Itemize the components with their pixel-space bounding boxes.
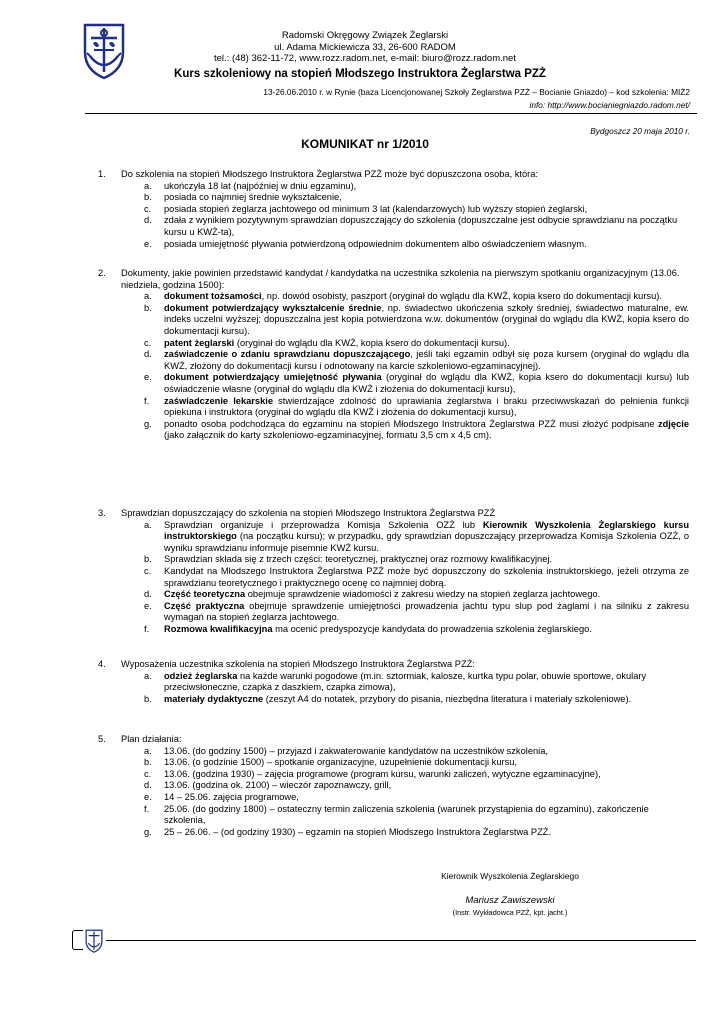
list-item: a. ukończyła 18 lat (najpóźniej w dniu egzaminu), — [144, 180, 357, 191]
list-item: c. patent żeglarski (oryginał do wglądu dla KWŻ, kopia ksero do dokumentacji kursu). — [144, 337, 510, 348]
list-item: d. Część teoretyczna obejmuje sprawdzenie wiadomości z zakresu wiedzy na stopień żeglarza jachtowego. — [144, 589, 601, 600]
list-item: b. 13.06. (o godzinie 1500) – spotkanie organizacyjne, uzupełnienie dokumentacji kursu, — [144, 757, 517, 768]
letterhead — [130, 30, 600, 65]
list-item: d. zdała z wynikiem pozytywnym sprawdzian dopuszczający do szkolenia (dopuszczalne jest odbycie sprawdzianu na początku kursu u KWŻ-ta), — [144, 215, 678, 237]
section-number: 5. — [98, 734, 106, 744]
section-number: 4. — [98, 659, 106, 669]
footer-divider — [106, 940, 696, 941]
header-divider — [85, 113, 697, 114]
list-item: d. zaświadczenie o zdaniu sprawdzianu dopuszczającego, jeśli taki egzamin odbył się poza kursem (oryginał do wglądu dla KWŻ, złożony do dokumentacji kursu i odnotowany na karcie szkoleniowo-egzaminacyjnej). — [144, 349, 689, 371]
list-item: c. posiada stopień żeglarza jachtowego od minimum 3 lat (kalendarzowych) lub wyższy stopień żeglarski, — [144, 203, 588, 214]
section-4 — [0, 659, 724, 705]
signature-subtitle: (Instr. Wykładowca PZŻ, kpt. jacht.) — [452, 908, 568, 917]
section-number: 1. — [98, 169, 106, 179]
document-title: KOMUNIKAT nr 1/2010 — [301, 137, 429, 151]
list-item: f. 25.06. (do godziny 1800) – ostateczny termin zaliczenia szkolenia (warunek przystąpienia do egzaminu), zakończenie szkolenia, — [144, 803, 649, 826]
org-address: ul. Adama Mickiewicza 33, 26-600 RADOM — [274, 41, 456, 53]
section-1 — [0, 169, 724, 250]
list-item: a. odzież żeglarska na każde warunki pogodowe (m.in. sztormiak, kalosze, kurtka typu polar, obuwie sportowe, okulary przeciwsłoneczne, czapka z daszkiem, czapka zimowa), — [144, 670, 647, 693]
section-number: 2. — [98, 268, 106, 278]
list-item: d. 13.06. (godzina ok. 2100) – wieczór zapoznawczy, grill, — [144, 780, 392, 791]
list-item: g. ponadto osoba podchodząca do egzaminu na stopień Młodszego Instruktora Żeglarstwa PZŻ musi złożyć podpisane zdjęcie (jako załącznik do karty szkoleniowo-egzaminacyjnej, formatu 3,5 cm x 4,5 cm). — [144, 418, 689, 441]
section-intro: Wyposażenia uczestnika szkolenia na stopień Młodszego Instruktora Żeglarstwa PZŻ: — [121, 659, 475, 669]
list-item: a. Sprawdzian organizuje i przeprowadza Komisja Szkolenia OZŻ lub Kierownik Wyszkolenia Żeglarskiego kursu instruktorskiego (na początku kursu); w przypadku, gdy sprawdzian dopuszczający przeprowadza Komisja Szkolenia OZŻ, o wyniku sprawdzianu informuje pisemnie KWŻ kursu. — [144, 519, 689, 553]
org-name: Radomski Okręgowy Związek Żeglarski — [281, 30, 449, 41]
org-contact: tel.: (48) 362-11-72, www.rozz.radom.net, e-mail: biuro@rozz.radom.net — [214, 53, 516, 64]
pzz-logo-small-icon — [84, 929, 104, 953]
list-item: b. materiały dydaktyczne (zeszyt A4 do notatek, przybory do pisania, niezbędna literatura i materiały szkoleniowe). — [144, 693, 632, 704]
course-dates: 13-26.06.2010 r. w Rynie (baza Licencjonowanej Szkoły Żeglarstwa PZŻ – Bocianie Gniazdo) – kod szkolenia: MIŻ2 — [263, 87, 690, 97]
section-5 — [0, 734, 724, 838]
footer-bracket — [72, 930, 83, 950]
section-3 — [0, 508, 724, 636]
list-item: a. dokument tożsamości, np. dowód osobisty, paszport (oryginał do wglądu dla KWŻ, kopia ksero do dokumentacji kursu). — [144, 291, 662, 302]
course-title: Kurs szkoleniowy na stopień Młodszego Instruktora Żeglarstwa PZŻ — [174, 68, 546, 80]
section-intro: Plan działania: — [121, 734, 182, 744]
list-item: b. Sprawdzian składa się z trzech części: teoretycznej, praktycznej oraz rozmowy kwalifikacyjnej. — [144, 554, 553, 565]
document-date: Bydgoszcz 20 maja 2010 r. — [590, 126, 690, 136]
list-item: b. dokument potwierdzający wykształcenie średnie, np. świadectwo ukończenia szkoły średniej, świadectwo maturalne, ew. indeks uczelni wyższej; dopuszczalna jest kopia potwierdzona w.w. dokumentów (oryginał do wglądu dla KWŻ, kopia ksero do dokumentacji kursu). — [144, 302, 689, 336]
course-info-link[interactable]: info: http://www.bocianiegniazdo.radom.net/ — [529, 100, 690, 110]
list-item: e. Część praktyczna obejmuje sprawdzenie umiejętności prowadzenia jachtu typu slup pod żaglami i na silniku z zakresu wymagań na stopień żeglarza jachtowego. — [144, 600, 690, 623]
signature-name: Mariusz Zawiszewski — [465, 895, 555, 906]
list-item: e. dokument potwierdzający umiejętność pływania (oryginał do wglądu dla KWŻ, kopia ksero do dokumentacji kursu) lub oświadczenie własne (oryginał do wglądu dla KWŻ i złożenia do dokumentacji kursu), — [144, 372, 689, 394]
list-item: a. 13.06. (do godziny 1500) – przyjazd i zakwaterowanie kandydatów na uczestników szkolenia, — [144, 745, 548, 756]
list-item: f. zaświadczenie lekarskie stwierdzające zdolność do uprawiania żeglarstwa i braku przeciwwskazań do pełnienia funkcji opiekuna i instruktora (oryginał do wglądu dla KWŻ i złożenia do dokumentacji kursu), — [144, 395, 690, 418]
list-item: e. posiada umiejętność pływania potwierdzoną odpowiednim dokumentem albo oświadczeniem własnym. — [144, 238, 587, 249]
section-intro: Do szkolenia na stopień Młodszego Instruktora Żeglarstwa PZŻ może być dopuszczona osoba, która: — [121, 169, 539, 179]
list-item: g. 25 – 26.06. – (od godziny 1930) – egzamin na stopień Młodszego Instruktora Żeglarstwa PZŻ. — [144, 826, 552, 837]
section-2 — [0, 268, 724, 442]
list-item: f. Rozmowa kwalifikacyjna ma ocenić predyspozycje kandydata do prowadzenia szkolenia żeglarskiego. — [144, 623, 592, 634]
section-number: 3. — [98, 508, 106, 518]
section-intro: Sprawdzian dopuszczający do szkolenia na stopień Młodszego Instruktora Żeglarstwa PZŻ — [121, 508, 496, 518]
section-intro: Dokumenty, jakie powinien przedstawić kandydat / kandydatka na uczestnika szkolenia na pierwszym spotkaniu organizacyjnym (13.06. niedziela, godzina 1500): — [121, 268, 680, 290]
list-item: c. Kandydat na Młodszego Instruktora Żeglarstwa PZŻ może być dopuszczony do szkolenia instruktorskiego, jeżeli otrzyma ze sprawdzianu teoretycznego i praktycznego ocenę co najmniej dobrą. — [144, 565, 689, 588]
list-item: e. 14 – 25.06. zajęcia programowe, — [144, 791, 299, 802]
signature-title: Kierownik Wyszkolenia Żeglarskiego — [441, 871, 579, 881]
list-item: c. 13.06. (godzina 1930) – zajęcia programowe (program kursu, warunki zaliczeń, wytyczne egzaminacyjne), — [144, 768, 601, 779]
list-item: b. posiada co najmniej średnie wykształcenie, — [144, 192, 342, 203]
